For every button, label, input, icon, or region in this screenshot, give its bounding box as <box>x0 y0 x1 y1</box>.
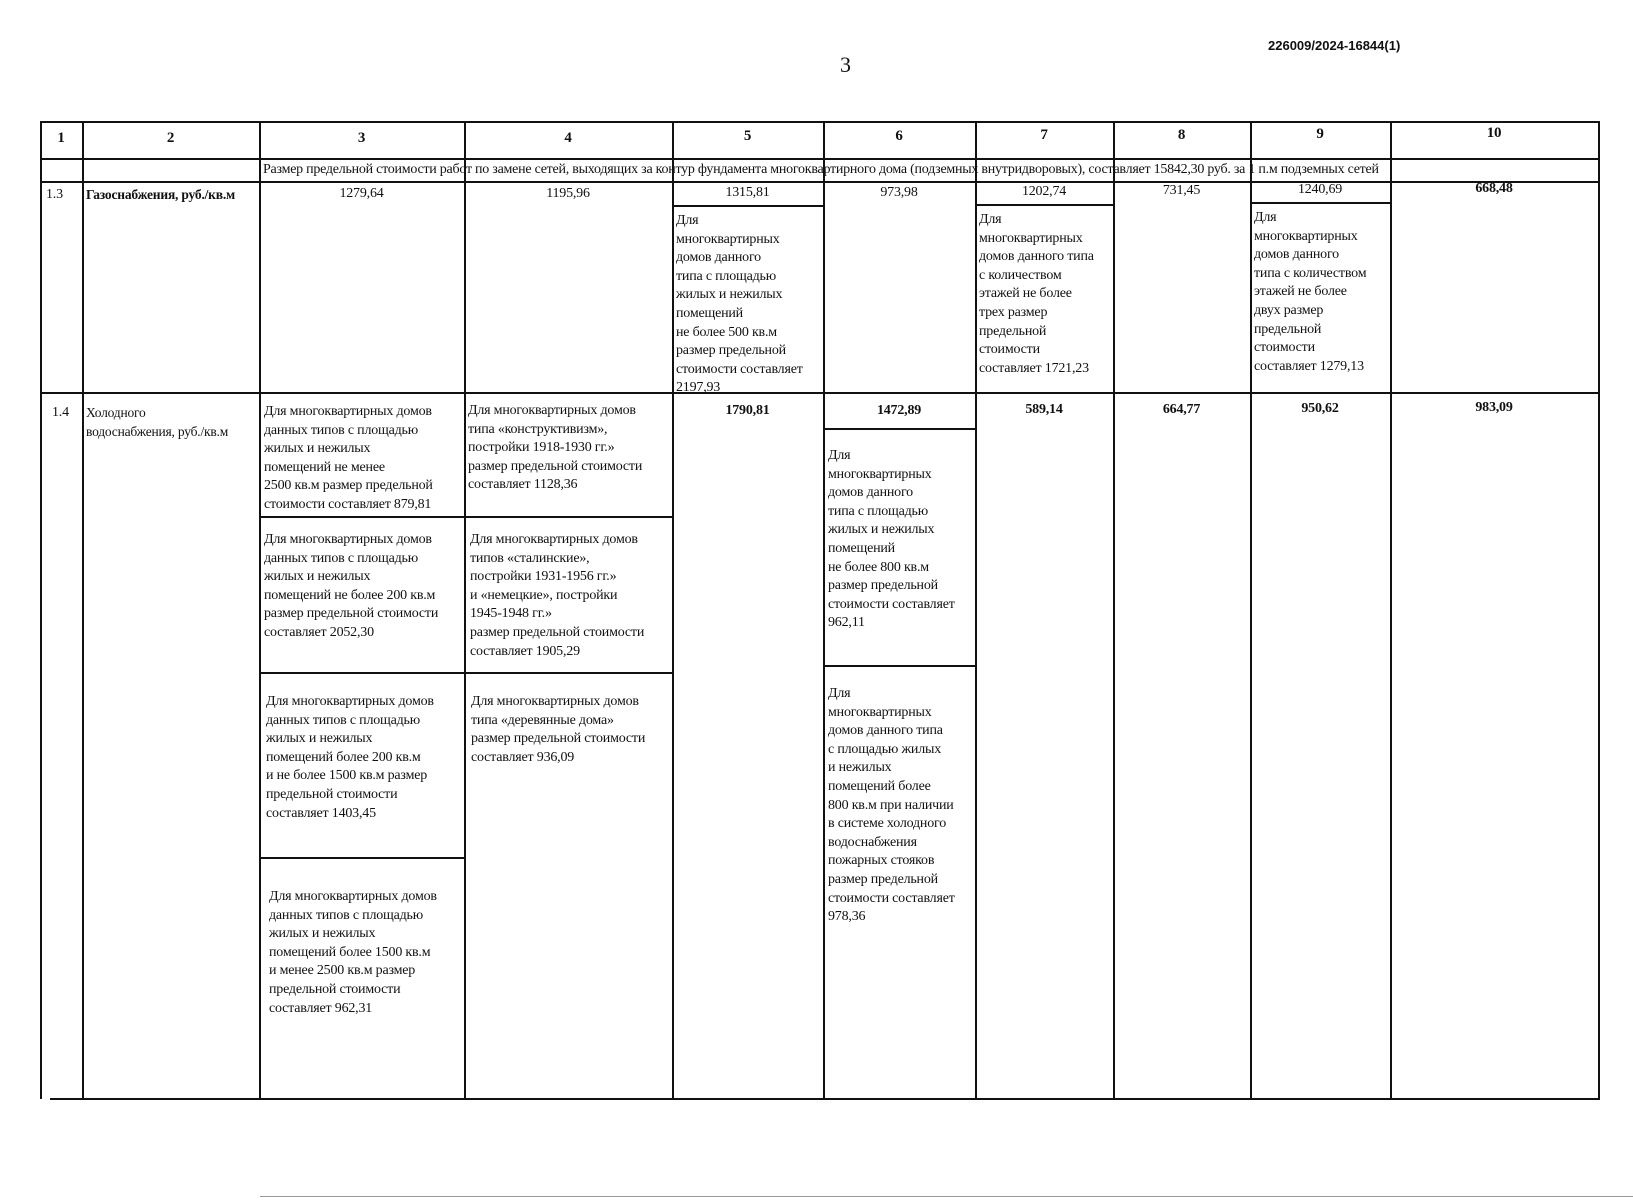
row-1-4-col6-item-2: Для многоквартирных домов данного типа с площадью жилых и нежилых помещений более 800 кв.м при наличии в системе холодного водоснабжения пожарных стояков размер предельной стоимости составляет 978,36 <box>828 686 955 925</box>
row-1-3-col9-note: Для многоквартирных домов данного типа с количеством этажей не более двух размер предельной стоимости составляет 1279,13 <box>1254 210 1367 374</box>
row-1-3-col5-subbox-rule <box>672 205 824 207</box>
row-1-4-col3-item3-rule <box>259 857 465 859</box>
row-1-4-col3-item-4: Для многоквартирных домов данных типов с площадью жилых и нежилых помещений более 1500 кв.м и менее 2500 кв.м размер предельной стоимости составляет 962,31 <box>269 889 437 1016</box>
table-right-border <box>1598 121 1600 1099</box>
row-1-3-col6-value: 973,98 <box>880 185 918 200</box>
table-bottom-border <box>50 1098 1600 1100</box>
col-header-8: 8 <box>1177 127 1186 143</box>
col-divider-8-9 <box>1250 121 1252 1099</box>
row-1-3-col3-value: 1279,64 <box>339 186 384 201</box>
row-1-4-col7-value: 589,14 <box>1025 402 1063 417</box>
row-1-4-col4-item-3: Для многоквартирных домов типа «деревянные дома» размер предельной стоимости составляет 936,09 <box>471 694 646 765</box>
col-divider-4-5 <box>672 121 674 1099</box>
row-1-3-col5-value: 1315,81 <box>725 185 770 200</box>
row-1-4-col5-value: 1790,81 <box>725 403 770 418</box>
row-1-4-col6-item-1: Для многоквартирных домов данного типа с площадью жилых и нежилых помещений не более 800 кв.м размер предельной стоимости составляет 962,11 <box>828 448 955 631</box>
col-divider-1-2 <box>82 121 84 1099</box>
row-1-4-col4-item1-rule <box>464 516 673 518</box>
row-1-3-col9-subbox-rule <box>1250 202 1391 204</box>
row-1-3-col7-note: Для многоквартирных домов данного типа с количеством этажей не более трех размер предельной стоимости составляет 1721,23 <box>979 212 1094 376</box>
replacement-networks-cost-note: Размер предельной стоимости работ по замене сетей, выходящих за контур фундамента многоквартирного дома (подземных внутридворовых), составляет 15842,30 руб. за 1 п.м подземных сетей <box>263 162 1379 177</box>
col-divider-3-4 <box>464 121 466 1099</box>
row-1-4-col3-item-3: Для многоквартирных домов данных типов с площадью жилых и нежилых помещений более 200 кв.м и не более 1500 кв.м размер предельной стоимости составляет 1403,45 <box>266 694 434 821</box>
page-bottom-rule <box>260 1196 1633 1197</box>
row-1-4-col3-item-2: Для многоквартирных домов данных типов с площадью жилых и нежилых помещений не более 200 кв.м размер предельной стоимости составляет 2052,30 <box>264 532 439 640</box>
row-1-3-col7-value: 1202,74 <box>1021 184 1067 199</box>
row-1-4-number: 1.4 <box>52 405 69 420</box>
col-header-5: 5 <box>743 128 752 144</box>
row-1-4-col4-item-1: Для многоквартирных домов типа «конструктивизм», постройки 1918-1930 гг.» размер предельной стоимости составляет 1128,36 <box>468 403 643 493</box>
table-left-border <box>40 121 42 1099</box>
row-1-3-col7-subbox-rule <box>975 204 1114 206</box>
row-1-4-col4-item2-rule <box>464 672 673 674</box>
col-header-10: 10 <box>1486 125 1502 141</box>
table-header-bottom-border <box>40 158 1600 160</box>
row-1-3-col10-value: 668,48 <box>1475 181 1513 196</box>
row-1-3-col8-value: 731,45 <box>1162 183 1201 198</box>
row-1-3-number: 1.3 <box>46 187 63 202</box>
row-1-3-name: Газоснабжения, руб./кв.м <box>86 187 236 202</box>
tariff-table <box>40 112 1600 1100</box>
col-header-6: 6 <box>895 128 903 144</box>
row-1-3-col9-value: 1240,69 <box>1297 182 1343 197</box>
row-1-3-col4-value: 1195,96 <box>546 186 590 201</box>
row-1-4-col6-value-rule <box>823 428 976 430</box>
row-1-4-col6-item1-rule <box>823 665 976 667</box>
col-header-7: 7 <box>1040 127 1048 143</box>
row-1-4-col6-value: 1472,89 <box>876 403 922 418</box>
row-1-4-col4-item-2: Для многоквартирных домов типов «сталинские», постройки 1931-1956 гг.» и «немецкие», постройки 1945-1948 гг.» размер предельной стоимости составляет 1905,29 <box>470 532 645 659</box>
col-header-2: 2 <box>166 130 175 146</box>
row-1-3-col5-note: Для многоквартирных домов данного типа с площадью жилых и нежилых помещений не более 500 кв.м размер предельной стоимости составляет 2197,93 <box>676 213 803 396</box>
col-header-1: 1 <box>57 130 65 146</box>
col-header-9: 9 <box>1316 126 1324 142</box>
col-header-3: 3 <box>357 130 366 146</box>
document-registration-number: 226009/2024-16844(1) <box>1268 38 1401 53</box>
row-1-4-name: Холодного водоснабжения, руб./кв.м <box>86 405 229 439</box>
page-number: 3 <box>840 52 851 77</box>
row-1-4-col9-value: 950,62 <box>1301 401 1339 416</box>
row-1-4-col3-item2-rule <box>259 672 465 674</box>
col-header-4: 4 <box>564 130 572 146</box>
row-1-4-col3-item-1: Для многоквартирных домов данных типов с площадью жилых и нежилых помещений не менее 2500 кв.м размер предельной стоимости составляет 879,81 <box>264 404 433 512</box>
row-1-4-col10-value: 983,09 <box>1475 400 1513 415</box>
row-1-4-col3-item1-rule <box>259 516 465 518</box>
col-divider-2-3 <box>259 121 261 1099</box>
table-top-border <box>40 121 1600 123</box>
row-1-4-col8-value: 664,77 <box>1162 402 1201 417</box>
col-divider-9-10 <box>1390 121 1392 1099</box>
